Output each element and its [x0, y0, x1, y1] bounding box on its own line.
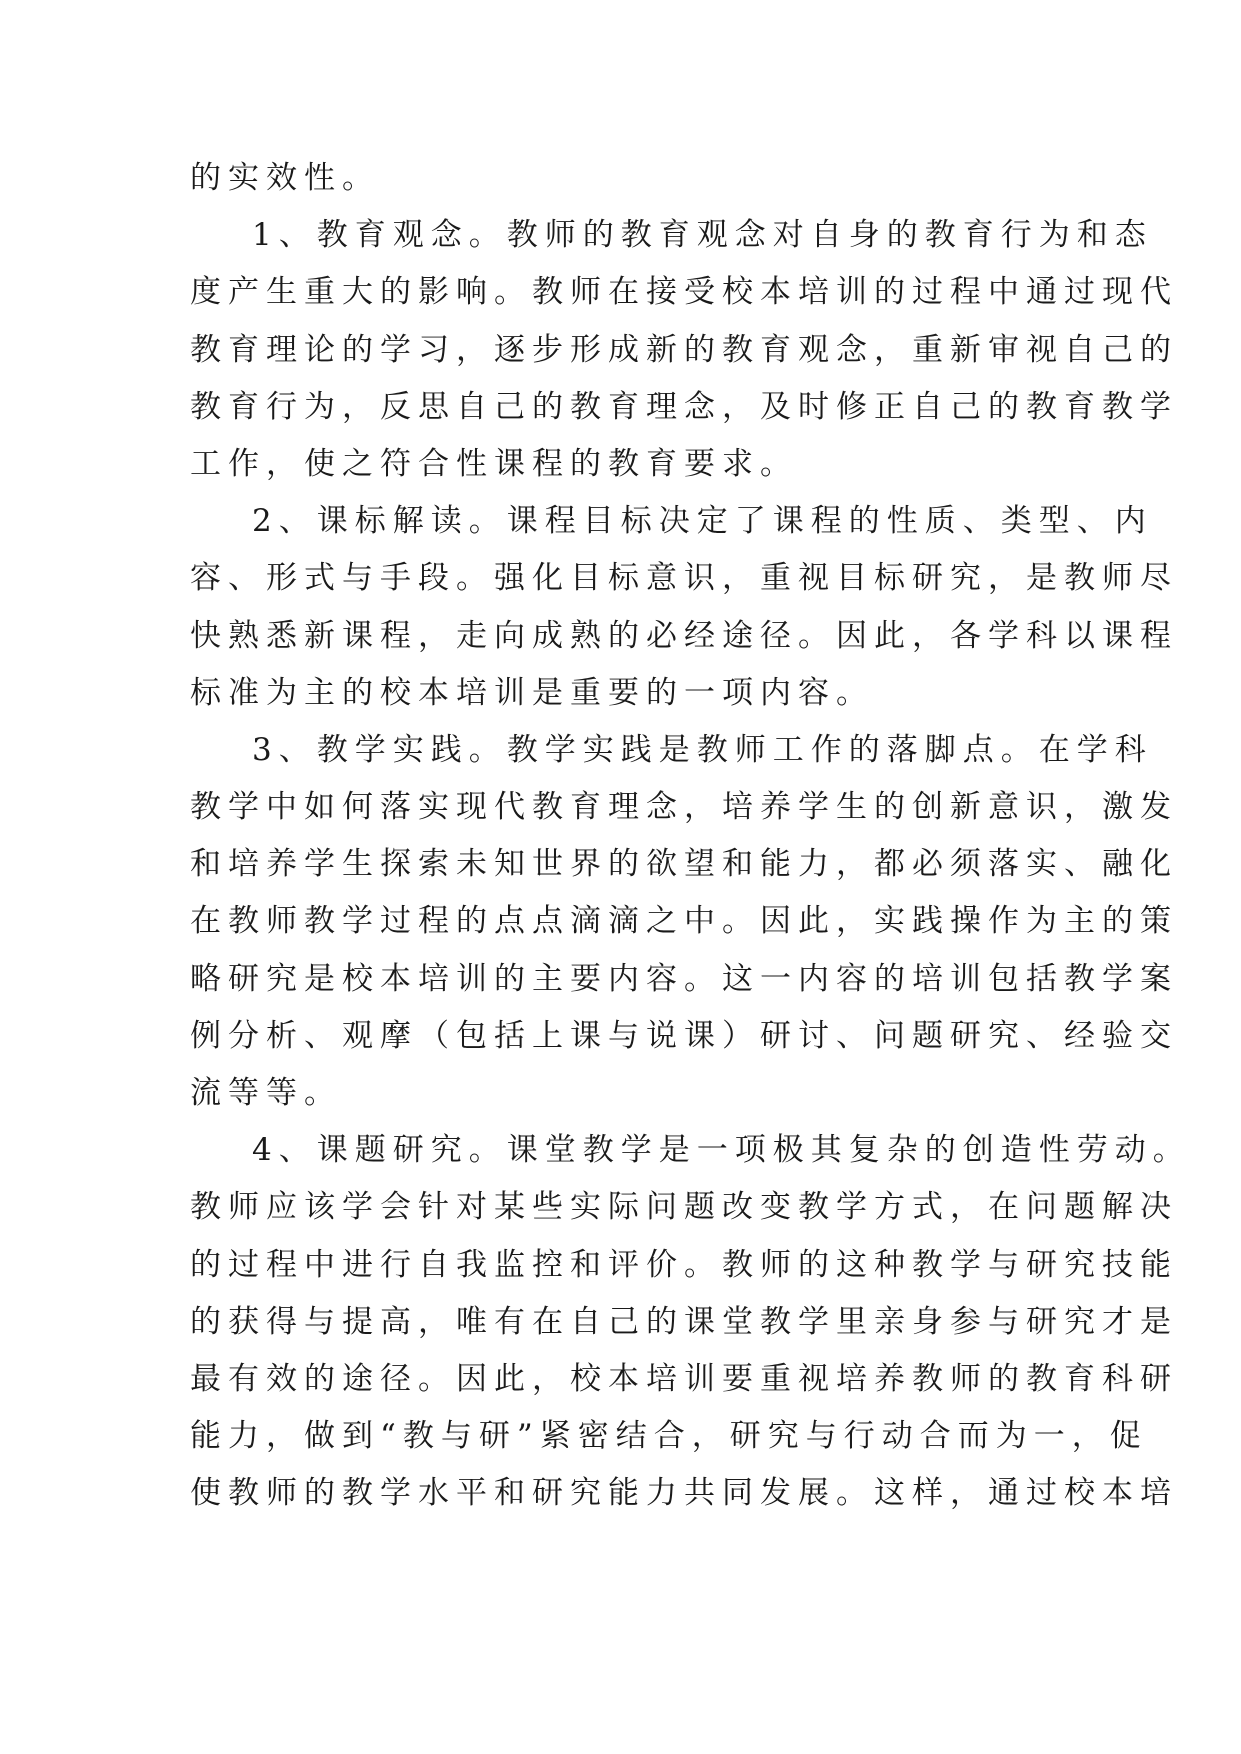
text-line: 教育理论的学习，逐步形成新的教育观念，重新审视自己的 [190, 331, 1178, 368]
text-line: 最有效的途径。因此，校本培训要重视培养教师的教育科研 [190, 1360, 1178, 1397]
text-line: 流等等。 [190, 1075, 342, 1111]
text-line: 的实效性。 [190, 160, 380, 196]
text-line: 略研究是校本培训的主要内容。这一内容的培训包括教学案 [190, 960, 1178, 997]
text-line: 工作，使之符合性课程的教育要求。 [190, 445, 798, 482]
paragraph-heading-3: 3、教学实践。教学实践是教师工作的落脚点。在学科 [252, 731, 1153, 768]
text-line: 使教师的教学水平和研究能力共同发展。这样，通过校本培 [190, 1475, 1178, 1512]
text-line: 和培养学生探索未知世界的欲望和能力，都必须落实、融化 [190, 846, 1178, 883]
text-line: 标准为主的校本培训是重要的一项内容。 [190, 674, 874, 711]
text-line: 在教师教学过程的点点滴滴之中。因此，实践操作为主的策 [190, 903, 1178, 940]
text-line: 容、形式与手段。强化目标意识，重视目标研究，是教师尽 [190, 560, 1178, 597]
text-line: 教学中如何落实现代教育理念，培养学生的创新意识，激发 [190, 789, 1178, 826]
text-line: 度产生重大的影响。教师在接受校本培训的过程中通过现代 [190, 274, 1178, 311]
paragraph-heading-1: 1、教育观念。教师的教育观念对自身的教育行为和态 [252, 217, 1153, 254]
text-line: 例分析、观摩（包括上课与说课）研讨、问题研究、经验交 [190, 1017, 1178, 1054]
text-line: 教师应该学会针对某些实际问题改变教学方式，在问题解决 [190, 1189, 1178, 1226]
text-line: 能力，做到“教与研”紧密结合，研究与行动合而为一，促 [190, 1418, 1148, 1455]
text-line: 教育行为，反思自己的教育理念，及时修正自己的教育教学 [190, 388, 1178, 425]
text-line: 的过程中进行自我监控和评价。教师的这种教学与研究技能 [190, 1246, 1178, 1283]
paragraph-heading-2: 2、课标解读。课程目标决定了课程的性质、类型、内 [252, 503, 1153, 540]
paragraph-heading-4: 4、课题研究。课堂教学是一项极其复杂的创造性劳动。 [252, 1132, 1191, 1169]
document-body [190, 150, 1191, 1523]
text-line: 快熟悉新课程，走向成熟的必经途径。因此，各学科以课程 [190, 617, 1178, 654]
text-line: 的获得与提高，唯有在自己的课堂教学里亲身参与研究才是 [190, 1303, 1178, 1340]
